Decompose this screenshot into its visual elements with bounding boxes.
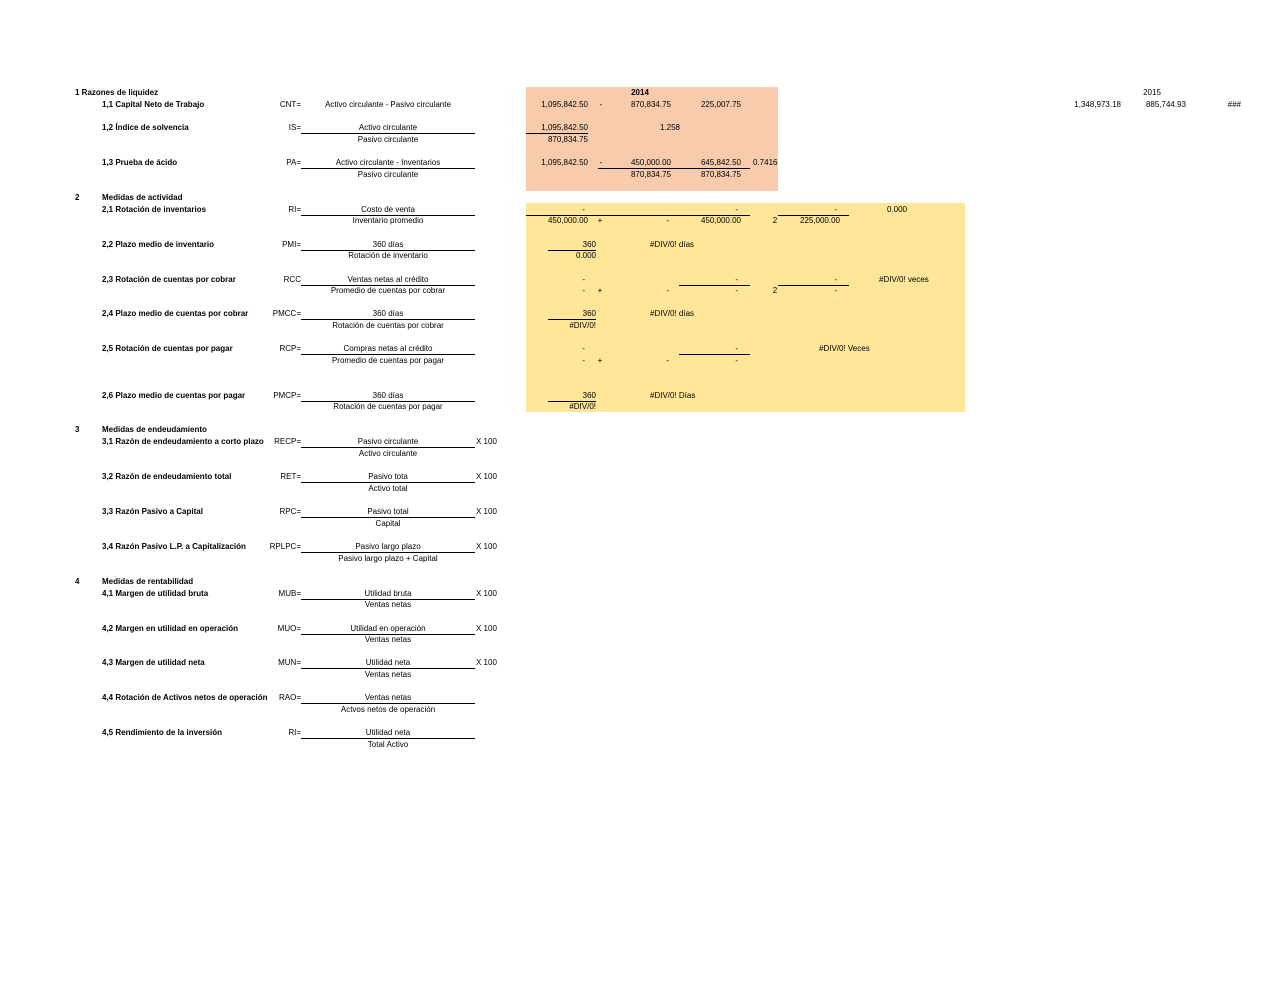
- cell-value: 1,095,842.50: [541, 158, 588, 167]
- ratio-numerator: Activo circulante: [301, 123, 475, 134]
- cell-denominator: -: [666, 216, 669, 225]
- ratio-abbr: RCC: [283, 275, 301, 284]
- ratio-denominator: Pasivo circulante: [357, 135, 419, 144]
- cell-result: ###: [1227, 100, 1241, 109]
- activity-highlight: [526, 203, 965, 412]
- cell-value: -: [582, 275, 585, 284]
- ratio-numerator: Pasivo largo plazo: [301, 542, 475, 553]
- cell-result: 1.258: [659, 123, 680, 132]
- ratio-name: 2,4 Plazo medio de cuentas por cobrar: [102, 309, 249, 318]
- cell-operator: +: [597, 216, 603, 225]
- ratio-name: 3,3 Razón Pasivo a Capital: [102, 507, 203, 516]
- cell-value: -: [735, 205, 738, 214]
- ratio-denominator: Rotación de cuentas por pagar: [333, 402, 443, 411]
- year-2014: 2014: [631, 88, 649, 97]
- cell-value: 450,000.00: [630, 158, 671, 167]
- ratio-abbr: RAO=: [278, 693, 301, 702]
- ratio-numerator: 360 días: [301, 240, 475, 251]
- ratio-factor: X 100: [476, 507, 497, 516]
- cell-value: -: [582, 205, 585, 214]
- section-title: Medidas de actividad: [102, 193, 183, 202]
- ratio-denominator: Ventas netas: [364, 635, 412, 644]
- cell-divisor: 2: [772, 216, 778, 225]
- cell-denominator: -: [834, 286, 837, 295]
- cell-operator: -: [599, 158, 603, 167]
- cell-result: #DIV/0! Veces: [819, 344, 870, 353]
- cell-denominator: -: [735, 286, 738, 295]
- cell-denominator: 0.000: [575, 251, 596, 260]
- ratio-denominator: Actvos netos de operación: [340, 705, 436, 714]
- ratio-abbr: PMCP=: [273, 391, 301, 400]
- ratio-abbr: RCP=: [279, 344, 301, 353]
- cell-result: 0.7416: [753, 158, 778, 167]
- ratio-denominator: Activo circulante: [358, 449, 418, 458]
- ratio-name: 2,3 Rotación de cuentas por cobrar: [102, 275, 236, 284]
- ratio-numerator: Pasivo tota: [301, 472, 475, 483]
- ratio-numerator: Pasivo circulante: [301, 437, 475, 448]
- cell-value: -: [735, 275, 738, 284]
- ratio-formula: Activo circulante - Pasivo circulante: [325, 100, 451, 109]
- cell-denominator: 225,000.00: [799, 216, 840, 225]
- ratio-denominator: Pasivo largo plazo + Capital: [338, 554, 438, 563]
- cell-value: 870,834.75: [630, 100, 671, 109]
- cell-denominator: 870,834.75: [547, 135, 588, 144]
- ratio-name: 2,2 Plazo medio de inventario: [102, 240, 215, 249]
- ratio-numerator: Compras netas al crédito: [301, 344, 475, 355]
- ratio-numerator: Ventas netas: [301, 693, 475, 704]
- ratio-factor: X 100: [476, 472, 497, 481]
- ratio-abbr: RET=: [280, 472, 301, 481]
- cell-divisor: 2: [772, 286, 778, 295]
- ratio-denominator: Ventas netas: [364, 600, 412, 609]
- cell-value: 1,095,842.50: [541, 100, 588, 109]
- cell-value: -: [834, 275, 837, 284]
- section-title: Medidas de rentabilidad: [102, 577, 194, 586]
- year-2015: 2015: [1143, 88, 1161, 97]
- ratio-name: 1,2 Índice de solvencia: [102, 123, 189, 132]
- ratio-name: 1,1 Capital Neto de Trabajo: [102, 100, 205, 109]
- cell-value: 1,348,973.18: [1074, 100, 1121, 109]
- ratio-numerator: Activo circulante - Inventarios: [301, 158, 475, 169]
- cell-operator: -: [599, 100, 603, 109]
- cell-denominator: #DIV/0!: [569, 402, 596, 411]
- section-number: 4: [75, 577, 80, 586]
- cell-result: #DIV/0! días: [650, 309, 695, 318]
- section-title: 1 Razones de liquidez: [75, 88, 159, 97]
- fraction-line: [598, 168, 750, 169]
- cell-denominator: -: [582, 356, 585, 365]
- cell-numerator: 360: [548, 391, 596, 402]
- cell-denominator: 450,000.00: [547, 216, 588, 225]
- ratio-abbr: PMI=: [282, 240, 301, 249]
- ratio-numerator: 360 días: [301, 391, 475, 402]
- ratio-numerator: Utilidad neta: [301, 728, 475, 739]
- ratio-abbr: MUN=: [278, 658, 301, 667]
- cell-denominator: 870,834.75: [700, 170, 741, 179]
- ratio-factor: X 100: [476, 624, 497, 633]
- ratio-name: 2,6 Plazo medio de cuentas por pagar: [102, 391, 246, 400]
- cell-value: 885,744.93: [1145, 100, 1186, 109]
- ratio-denominator: Rotación de inventario: [348, 251, 428, 260]
- ratio-abbr: IS=: [288, 123, 301, 132]
- cell-result: 225,007.75: [700, 100, 741, 109]
- ratio-abbr: RPC=: [279, 507, 301, 516]
- ratio-denominator: Activo total: [368, 484, 408, 493]
- cell-denominator: -: [666, 356, 669, 365]
- cell-denominator: -: [582, 286, 585, 295]
- ratio-denominator: Capital: [375, 519, 401, 528]
- cell-value: -: [834, 205, 837, 214]
- ratio-name: 3,1 Razón de endeudamiento a corto plazo: [102, 437, 264, 446]
- ratio-name: 2,1 Rotación de inventarios: [102, 205, 207, 214]
- ratio-numerator: Pasivo total: [301, 507, 475, 518]
- ratio-numerator: Ventas netas al crédito: [301, 275, 475, 286]
- ratio-abbr: RPLPC=: [269, 542, 301, 551]
- ratio-denominator: Total Activo: [367, 740, 409, 749]
- ratio-factor: X 100: [476, 589, 497, 598]
- cell-denominator: 450,000.00: [700, 216, 741, 225]
- ratio-name: 3,2 Razón de endeudamiento total: [102, 472, 232, 481]
- cell-value: -: [582, 344, 585, 353]
- cell-result: #DIV/0! veces: [879, 275, 929, 284]
- ratio-denominator: Promedio de cuentas por cobrar: [330, 286, 446, 295]
- ratio-name: 2,5 Rotación de cuentas por pagar: [102, 344, 233, 353]
- ratio-denominator: Ventas netas: [364, 670, 412, 679]
- ratio-abbr: PMCC=: [272, 309, 301, 318]
- ratio-abbr: MUB=: [278, 589, 301, 598]
- ratio-abbr: RECP=: [274, 437, 301, 446]
- ratio-name: 4,5 Rendimiento de la inversión: [102, 728, 223, 737]
- cell-denominator: #DIV/0!: [569, 321, 596, 330]
- ratio-name: 3,4 Razón Pasivo L.P. a Capitalización: [102, 542, 246, 551]
- cell-denominator: -: [735, 356, 738, 365]
- ratio-name: 4,2 Margen en utilidad en operación: [102, 624, 239, 633]
- ratio-abbr: MUO=: [277, 624, 301, 633]
- cell-value: -: [735, 344, 738, 353]
- ratio-name: 4,4 Rotación de Activos netos de operación: [102, 693, 268, 702]
- cell-result: 0.000: [886, 205, 907, 214]
- cell-result: #DIV/0! días: [650, 240, 695, 249]
- section-title: Medidas de endeudamiento: [102, 425, 207, 434]
- cell-denominator: -: [666, 286, 669, 295]
- ratio-name: 4,3 Margen de utilidad neta: [102, 658, 205, 667]
- cell-numerator: 360: [548, 240, 596, 251]
- cell-numerator: 1,095,842.50: [526, 123, 588, 134]
- ratio-numerator: Costo de venta: [301, 205, 475, 216]
- ratio-abbr: CNT=: [279, 100, 301, 109]
- ratio-denominator: Pasivo circulante: [357, 170, 419, 179]
- ratio-abbr: PA=: [286, 158, 301, 167]
- ratio-factor: X 100: [476, 542, 497, 551]
- ratio-numerator: Utilidad neta: [301, 658, 475, 669]
- section-number: 3: [75, 425, 80, 434]
- ratio-name: 4,1 Margen de utilidad bruta: [102, 589, 209, 598]
- ratio-abbr: RI=: [288, 728, 301, 737]
- ratio-denominator: Promedio de cuentas por pagar: [331, 356, 445, 365]
- cell-operator: +: [597, 286, 603, 295]
- ratio-denominator: Rotación de cuentas por cobrar: [332, 321, 444, 330]
- section-number: 2: [75, 193, 80, 202]
- fraction-line: [679, 354, 750, 355]
- ratio-numerator: 360 días: [301, 309, 475, 320]
- cell-value: 645,842.50: [700, 158, 741, 167]
- ratio-denominator: Inventario promedio: [352, 216, 424, 225]
- ratio-name: 1,3 Prueba de ácido: [102, 158, 178, 167]
- ratio-factor: X 100: [476, 437, 497, 446]
- cell-operator: +: [597, 356, 603, 365]
- ratio-abbr: RI=: [288, 205, 301, 214]
- cell-numerator: 360: [548, 309, 596, 320]
- cell-result: #DIV/0! Días: [650, 391, 696, 400]
- cell-denominator: 870,834.75: [630, 170, 671, 179]
- ratio-factor: X 100: [476, 658, 497, 667]
- ratio-numerator: Utilidad en operación: [301, 624, 475, 635]
- ratio-numerator: Utilidad bruta: [301, 589, 475, 600]
